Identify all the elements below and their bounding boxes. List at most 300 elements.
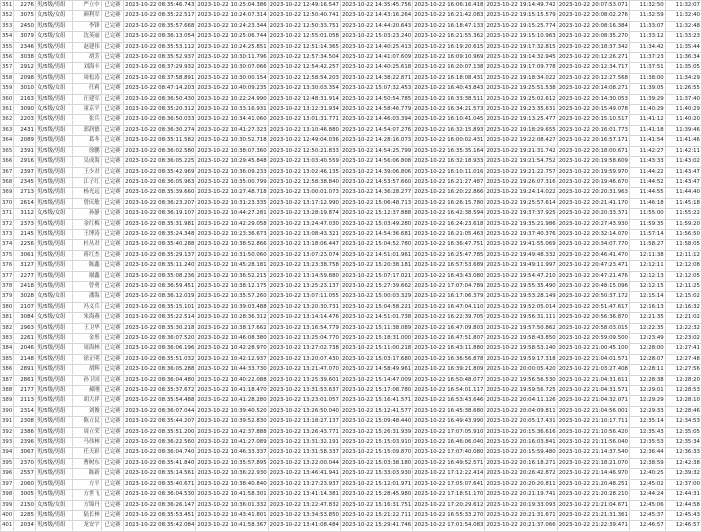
checkpoint-2-time-cell[interactable]: 2023-10-22 12:54:42.257 xyxy=(268,63,340,73)
net-time-cell[interactable]: 12:21:02 xyxy=(665,313,701,323)
row-number-cell[interactable]: 382 xyxy=(1,323,14,333)
row-number-cell[interactable]: 387 xyxy=(1,375,14,385)
checkpoint-3-time-cell[interactable]: 2023-10-22 15:27:39.662 xyxy=(340,281,412,291)
checkpoint-1-time-cell[interactable]: 2023-10-22 10:41:28.280 xyxy=(196,396,268,406)
start-time-cell[interactable]: 2023-10-22 08:35:30.218 xyxy=(124,323,196,333)
row-number-cell[interactable]: 372 xyxy=(1,219,14,229)
start-time-cell[interactable]: 2023-10-22 08:35:22.517 xyxy=(124,11,196,21)
row-number-cell[interactable]: 352 xyxy=(1,11,14,21)
row-number-cell[interactable]: 360 xyxy=(1,94,14,104)
row-number-cell[interactable]: 389 xyxy=(1,396,14,406)
row-number-cell[interactable]: 374 xyxy=(1,240,14,250)
category-cell[interactable]: 男/5级/男组 xyxy=(35,354,72,364)
gun-time-cell[interactable]: 12:35:43 xyxy=(630,427,666,437)
start-time-cell[interactable]: 2023-10-22 08:36:13.054 xyxy=(124,32,196,42)
checkpoint-4-time-cell[interactable]: 2023-10-22 17:18:51.170 xyxy=(413,490,485,500)
checkpoint-4-time-cell[interactable]: 2023-10-22 16:43:43.080 xyxy=(413,271,485,281)
row-number-cell[interactable]: 367 xyxy=(1,167,14,177)
checkpoint-4-time-cell[interactable]: 2023-10-22 16:09:10.969 xyxy=(413,53,485,63)
net-time-cell[interactable]: 11:33:23 xyxy=(665,32,701,42)
checkpoint-5-time-cell[interactable]: 2023-10-22 19:18:34.022 xyxy=(485,73,557,83)
category-cell[interactable]: 男/5级/男组 xyxy=(35,188,72,198)
start-time-cell[interactable]: 2023-10-22 08:35:24.348 xyxy=(124,229,196,239)
bib-number-cell[interactable]: 2107 xyxy=(14,302,36,312)
checkpoint-4-time-cell[interactable]: 2023-10-22 16:24:23.618 xyxy=(413,219,485,229)
name-cell[interactable]: 徐鹏 xyxy=(72,146,101,156)
checkpoint-2-time-cell[interactable]: 2023-10-22 13:25:04.770 xyxy=(268,334,340,344)
bib-number-cell[interactable]: 3010 xyxy=(14,84,36,94)
status-cell[interactable]: 已完赛 xyxy=(101,198,123,208)
bib-number-cell[interactable]: 2150 xyxy=(14,500,36,510)
row-number-cell[interactable]: 365 xyxy=(1,146,14,156)
checkpoint-4-time-cell[interactable]: 2023-10-22 17:12:22.414 xyxy=(413,469,485,479)
start-time-cell[interactable]: 2023-10-22 08:35:29.137 xyxy=(124,250,196,260)
bib-number-cell[interactable]: 2916 xyxy=(14,157,36,167)
category-cell[interactable]: 男/5级/男组 xyxy=(35,136,72,146)
bib-number-cell[interactable]: 2861 xyxy=(14,375,36,385)
checkpoint-5-time-cell[interactable]: 2023-10-22 20:21:37.066 xyxy=(485,521,557,531)
checkpoint-5-time-cell[interactable]: 2023-10-22 19:25:51.538 xyxy=(485,84,557,94)
checkpoint-5-time-cell[interactable]: 2023-10-22 19:59:17.318 xyxy=(485,354,557,364)
net-time-cell[interactable]: 11:45:18 xyxy=(665,198,701,208)
bib-number-cell[interactable]: 2285 xyxy=(14,510,36,520)
status-cell[interactable]: 已完赛 xyxy=(101,458,123,468)
checkpoint-4-time-cell[interactable]: 2023-10-22 17:07:04.789 xyxy=(413,281,485,291)
checkpoint-2-time-cell[interactable]: 2023-10-22 13:16:54.779 xyxy=(268,323,340,333)
checkpoint-2-time-cell[interactable]: 2023-10-22 13:30:03.354 xyxy=(268,84,340,94)
status-cell[interactable]: 已完赛 xyxy=(101,438,123,448)
row-number-cell[interactable]: 395 xyxy=(1,458,14,468)
gun-time-cell[interactable]: 12:29:33 xyxy=(630,406,666,416)
checkpoint-3-time-cell[interactable]: 2023-10-22 15:03:23.240 xyxy=(340,32,412,42)
checkpoint-3-time-cell[interactable]: 2023-10-22 14:40:25.618 xyxy=(340,63,412,73)
net-time-cell[interactable]: 11:32:40 xyxy=(665,11,701,21)
name-cell[interactable]: 谢鑫 xyxy=(72,271,101,281)
checkpoint-3-time-cell[interactable]: 2023-10-22 15:09:48.440 xyxy=(340,417,412,427)
checkpoint-2-time-cell[interactable]: 2023-10-22 13:22:00.044 xyxy=(268,458,340,468)
gun-time-cell[interactable]: 11:40:29 xyxy=(630,105,666,115)
checkpoint-4-time-cell[interactable]: 2023-10-22 17:20:29.612 xyxy=(413,500,485,510)
checkpoint-3-time-cell[interactable]: 2023-10-22 14:38:22.871 xyxy=(340,73,412,83)
category-cell[interactable]: 女/5级/女组 xyxy=(35,292,72,302)
start-time-cell[interactable]: 2023-10-22 08:36:05.963 xyxy=(124,177,196,187)
name-cell[interactable]: 江子红 xyxy=(72,177,101,187)
checkpoint-1-time-cell[interactable]: 2023-10-22 10:24:23.344 xyxy=(196,21,268,31)
gun-time-cell[interactable]: 12:12:13 xyxy=(630,271,666,281)
category-cell[interactable]: 女/5级/女组 xyxy=(35,11,72,21)
checkpoint-2-time-cell[interactable]: 2023-10-22 13:41:08.484 xyxy=(268,521,340,531)
bib-number-cell[interactable]: 2308 xyxy=(14,417,36,427)
bib-number-cell[interactable]: 2370 xyxy=(14,458,36,468)
checkpoint-5-time-cell[interactable]: 2023-10-22 19:56:31.111 xyxy=(485,313,557,323)
checkpoint-3-time-cell[interactable]: 2023-10-22 14:58:46.779 xyxy=(340,105,412,115)
checkpoint-4-time-cell[interactable]: 2023-10-22 16:17:06.379 xyxy=(413,292,485,302)
row-number-cell[interactable]: 394 xyxy=(1,448,14,458)
gun-time-cell[interactable]: 11:41:18 xyxy=(630,125,666,135)
net-time-cell[interactable]: 12:45:43 xyxy=(665,510,701,520)
start-time-cell[interactable]: 2023-10-22 08:36:30.274 xyxy=(124,125,196,135)
start-time-cell[interactable]: 2023-10-22 08:35:22.514 xyxy=(124,313,196,323)
checkpoint-2-time-cell[interactable]: 2023-10-22 13:23:38.758 xyxy=(268,261,340,271)
row-number-cell[interactable]: 401 xyxy=(1,521,14,531)
row-number-cell[interactable]: 366 xyxy=(1,157,14,167)
row-number-cell[interactable]: 370 xyxy=(1,198,14,208)
gun-time-cell[interactable]: 11:41:54 xyxy=(630,136,666,146)
checkpoint-2-time-cell[interactable]: 2023-10-22 13:23:01.057 xyxy=(268,396,340,406)
checkpoint-1-time-cell[interactable]: 2023-10-22 10:42:29.058 xyxy=(196,219,268,229)
name-cell[interactable]: 葛冬 xyxy=(72,136,101,146)
net-time-cell[interactable]: 11:42:11 xyxy=(665,146,701,156)
checkpoint-4-time-cell[interactable]: 2023-10-22 17:07:05.910 xyxy=(413,427,485,437)
checkpoint-4-time-cell[interactable]: 2023-10-22 16:35:35.164 xyxy=(413,146,485,156)
start-time-cell[interactable]: 2023-10-22 08:47:14.203 xyxy=(124,84,196,94)
bib-number-cell[interactable]: 3127 xyxy=(14,261,36,271)
checkpoint-5-time-cell[interactable]: 2023-10-22 19:14:49.742 xyxy=(485,1,557,11)
name-cell[interactable]: 严立中 xyxy=(72,1,101,11)
name-cell[interactable]: 潘海 xyxy=(72,292,101,302)
name-cell[interactable]: 王博涛 xyxy=(72,229,101,239)
name-cell[interactable]: 任天彩 xyxy=(72,448,101,458)
category-cell[interactable]: 女/5级/女组 xyxy=(35,105,72,115)
checkpoint-5-time-cell[interactable]: 2023-10-22 19:58:43.850 xyxy=(485,334,557,344)
name-cell[interactable]: 童京平 xyxy=(72,105,101,115)
net-time-cell[interactable]: 11:43:47 xyxy=(665,167,701,177)
name-cell[interactable]: 曹树东 xyxy=(72,458,101,468)
row-number-cell[interactable]: 386 xyxy=(1,365,14,375)
category-cell[interactable]: 男/5级/男组 xyxy=(35,177,72,187)
checkpoint-1-time-cell[interactable]: 2023-10-22 10:31:50.060 xyxy=(196,250,268,260)
category-cell[interactable]: 男/5级/男组 xyxy=(35,406,72,416)
checkpoint-3-time-cell[interactable]: 2023-10-22 14:39:06.806 xyxy=(340,167,412,177)
checkpoint-1-time-cell[interactable]: 2023-10-22 10:39:40.520 xyxy=(196,406,268,416)
checkpoint-5-time-cell[interactable]: 2023-10-22 20:04:09.811 xyxy=(485,406,557,416)
name-cell[interactable]: 金彤 xyxy=(72,334,101,344)
checkpoint-3-time-cell[interactable]: 2023-10-22 15:12:01.971 xyxy=(340,479,412,489)
checkpoint-4-time-cell[interactable]: 2023-10-22 16:33:38.511 xyxy=(413,94,485,104)
checkpoint-1-time-cell[interactable]: 2023-10-22 10:38:17.662 xyxy=(196,323,268,333)
gun-time-cell[interactable]: 11:34:42 xyxy=(630,42,666,52)
checkpoint-2-time-cell[interactable]: 2023-10-22 12:58:38.840 xyxy=(268,177,340,187)
checkpoint-2-time-cell[interactable]: 2023-10-22 13:00:01.073 xyxy=(268,188,340,198)
checkpoint-4-time-cell[interactable]: 2023-10-22 16:45:38.680 xyxy=(413,406,485,416)
finish-time-cell[interactable]: 2023-10-22 20:27:43.930 xyxy=(557,219,629,229)
category-cell[interactable]: 男/5级/男组 xyxy=(35,344,72,354)
gun-time-cell[interactable]: 12:44:24 xyxy=(630,490,666,500)
gun-time-cell[interactable]: 11:41:12 xyxy=(630,115,666,125)
checkpoint-4-time-cell[interactable]: 2023-10-22 16:21:05.463 xyxy=(413,229,485,239)
gun-time-cell[interactable]: 11:42:27 xyxy=(630,146,666,156)
checkpoint-5-time-cell[interactable]: 2023-10-22 20:20:20.811 xyxy=(485,479,557,489)
gun-time-cell[interactable]: 11:46:18 xyxy=(630,198,666,208)
status-cell[interactable]: 已完赛 xyxy=(101,105,123,115)
checkpoint-1-time-cell[interactable]: 2023-10-22 10:42:37.888 xyxy=(196,427,268,437)
name-cell[interactable]: 曾庆敏 xyxy=(72,198,101,208)
status-cell[interactable]: 已完赛 xyxy=(101,375,123,385)
net-time-cell[interactable]: 11:58:05 xyxy=(665,240,701,250)
gun-time-cell[interactable]: 12:40:25 xyxy=(630,469,666,479)
finish-time-cell[interactable]: 2023-10-22 21:11:56.040 xyxy=(557,438,629,448)
checkpoint-5-time-cell[interactable]: 2023-10-22 20:15:36.616 xyxy=(485,427,557,437)
row-number-cell[interactable]: 377 xyxy=(1,271,14,281)
checkpoint-1-time-cell[interactable]: 2023-10-22 10:30:00.154 xyxy=(196,73,268,83)
row-number-cell[interactable]: 379 xyxy=(1,292,14,302)
checkpoint-5-time-cell[interactable]: 2023-10-22 19:53:28.149 xyxy=(485,292,557,302)
net-time-cell[interactable]: 12:42:38 xyxy=(665,458,701,468)
category-cell[interactable]: 女/5级/女组 xyxy=(35,209,72,219)
checkpoint-4-time-cell[interactable]: 2023-10-22 16:32:15.893 xyxy=(413,125,485,135)
finish-time-cell[interactable]: 2023-10-22 21:04:56.001 xyxy=(557,406,629,416)
status-cell[interactable]: 已完赛 xyxy=(101,209,123,219)
checkpoint-2-time-cell[interactable]: 2023-10-22 13:31:58.337 xyxy=(268,448,340,458)
category-cell[interactable]: 男/5级/男组 xyxy=(35,479,72,489)
finish-time-cell[interactable]: 2023-10-22 21:10:17.711 xyxy=(557,417,629,427)
row-number-cell[interactable]: 371 xyxy=(1,209,14,219)
status-cell[interactable]: 已完赛 xyxy=(101,63,123,73)
checkpoint-1-time-cell[interactable]: 2023-10-22 10:38:12.175 xyxy=(196,281,268,291)
bib-number-cell[interactable]: 3112 xyxy=(14,209,36,219)
checkpoint-3-time-cell[interactable]: 2023-10-22 15:12:37.888 xyxy=(340,209,412,219)
finish-time-cell[interactable]: 2023-10-22 20:56:36.870 xyxy=(557,313,629,323)
checkpoint-2-time-cell[interactable]: 2023-10-22 13:01:31.771 xyxy=(268,115,340,125)
checkpoint-5-time-cell[interactable]: 2023-10-22 19:55:35.490 xyxy=(485,281,557,291)
category-cell[interactable]: 男/5级/男组 xyxy=(35,63,72,73)
checkpoint-2-time-cell[interactable]: 2023-10-22 12:50:21.833 xyxy=(268,146,340,156)
checkpoint-2-time-cell[interactable]: 2023-10-22 13:08:43.321 xyxy=(268,229,340,239)
finish-time-cell[interactable]: 2023-10-22 21:03:27.408 xyxy=(557,365,629,375)
checkpoint-2-time-cell[interactable]: 2023-10-22 13:34:53.850 xyxy=(268,510,340,520)
gun-time-cell[interactable]: 12:28:07 xyxy=(630,354,666,364)
category-cell[interactable]: 男/5级/男组 xyxy=(35,240,72,250)
checkpoint-2-time-cell[interactable]: 2023-10-22 13:24:47.030 xyxy=(268,219,340,229)
checkpoint-1-time-cell[interactable]: 2023-10-22 10:38:07.360 xyxy=(196,146,268,156)
start-time-cell[interactable]: 2023-10-22 08:35:57.668 xyxy=(124,21,196,31)
status-cell[interactable]: 已完赛 xyxy=(101,136,123,146)
checkpoint-2-time-cell[interactable]: 2023-10-22 13:26:50.040 xyxy=(268,406,340,416)
net-time-cell[interactable]: 11:26:55 xyxy=(665,84,701,94)
net-time-cell[interactable]: 11:32:48 xyxy=(665,21,701,31)
start-time-cell[interactable]: 2023-10-22 08:35:42.969 xyxy=(124,167,196,177)
row-number-cell[interactable]: 385 xyxy=(1,354,14,364)
category-cell[interactable]: 男/5级/男组 xyxy=(35,146,72,156)
finish-time-cell[interactable]: 2023-10-22 20:18:37.342 xyxy=(557,42,629,52)
finish-time-cell[interactable]: 2023-10-22 21:21:31.361 xyxy=(557,510,629,520)
checkpoint-2-time-cell[interactable]: 2023-10-22 13:03:40.559 xyxy=(268,157,340,167)
checkpoint-3-time-cell[interactable]: 2023-10-22 15:04:58.221 xyxy=(340,302,412,312)
gun-time-cell[interactable]: 12:22:35 xyxy=(630,323,666,333)
checkpoint-4-time-cell[interactable]: 2023-10-22 16:47:09.803 xyxy=(413,323,485,333)
checkpoint-3-time-cell[interactable]: 2023-10-22 15:15:03.910 xyxy=(340,438,412,448)
category-cell[interactable]: 男/5级/男组 xyxy=(35,73,72,83)
status-cell[interactable]: 已完赛 xyxy=(101,157,123,167)
category-cell[interactable]: 男/5级/男组 xyxy=(35,229,72,239)
net-time-cell[interactable]: 12:37:00 xyxy=(665,479,701,489)
category-cell[interactable]: 女/5级/女组 xyxy=(35,84,72,94)
name-cell[interactable]: 方平 xyxy=(72,479,101,489)
gun-time-cell[interactable]: 12:35:14 xyxy=(630,417,666,427)
name-cell[interactable]: 沈英丽 xyxy=(72,32,101,42)
name-cell[interactable]: 杜丛君 xyxy=(72,240,101,250)
name-cell[interactable]: 颜利军 xyxy=(72,11,101,21)
checkpoint-1-time-cell[interactable]: 2023-10-22 10:41:18.470 xyxy=(196,386,268,396)
checkpoint-1-time-cell[interactable]: 2023-10-22 10:38:52.866 xyxy=(196,240,268,250)
net-time-cell[interactable]: 12:12:08 xyxy=(665,261,701,271)
checkpoint-1-time-cell[interactable]: 2023-10-22 10:46:33.337 xyxy=(196,448,268,458)
start-time-cell[interactable]: 2023-10-22 08:35:31.981 xyxy=(124,219,196,229)
category-cell[interactable]: 男/5级/男组 xyxy=(35,250,72,260)
checkpoint-4-time-cell[interactable]: 2023-10-22 16:19:20.615 xyxy=(413,42,485,52)
bib-number-cell[interactable]: 2276 xyxy=(14,1,36,11)
checkpoint-5-time-cell[interactable]: 2023-10-22 20:16:03.841 xyxy=(485,438,557,448)
status-cell[interactable]: 已完赛 xyxy=(101,281,123,291)
finish-time-cell[interactable]: 2023-10-22 21:20:28.210 xyxy=(557,490,629,500)
checkpoint-5-time-cell[interactable]: 2023-10-22 19:25:02.612 xyxy=(485,94,557,104)
net-time-cell[interactable]: 12:36:33 xyxy=(665,448,701,458)
finish-time-cell[interactable]: 2023-10-22 20:19:59.970 xyxy=(557,167,629,177)
net-time-cell[interactable]: 12:28:46 xyxy=(665,406,701,416)
checkpoint-4-time-cell[interactable]: 2023-10-22 16:50:48.077 xyxy=(413,375,485,385)
checkpoint-5-time-cell[interactable]: 2023-10-22 20:26:42.872 xyxy=(485,469,557,479)
row-number-cell[interactable]: 398 xyxy=(1,490,14,500)
bib-number-cell[interactable]: 3079 xyxy=(14,32,36,42)
gun-time-cell[interactable]: 11:55:00 xyxy=(630,209,666,219)
start-time-cell[interactable]: 2023-10-22 08:36:06.196 xyxy=(124,344,196,354)
row-number-cell[interactable]: 364 xyxy=(1,136,14,146)
row-number-cell[interactable]: 355 xyxy=(1,42,14,52)
checkpoint-1-time-cell[interactable]: 2023-10-22 10:30:11.796 xyxy=(196,53,268,63)
name-cell[interactable]: 赵建伟 xyxy=(72,42,101,52)
checkpoint-1-time-cell[interactable]: 2023-10-22 10:31:23.335 xyxy=(196,198,268,208)
bib-number-cell[interactable]: 2148 xyxy=(14,354,36,364)
net-time-cell[interactable]: 12:12:05 xyxy=(665,271,701,281)
bib-number-cell[interactable]: 2345 xyxy=(14,177,36,187)
start-time-cell[interactable]: 2023-10-22 08:35:44.207 xyxy=(124,417,196,427)
category-cell[interactable]: 男/5级/男组 xyxy=(35,427,72,437)
bib-number-cell[interactable]: 2203 xyxy=(14,115,36,125)
start-time-cell[interactable]: 2023-10-22 08:35:53.451 xyxy=(124,510,196,520)
row-number-cell[interactable]: 392 xyxy=(1,427,14,437)
finish-time-cell[interactable]: 2023-10-22 20:46:41.470 xyxy=(557,250,629,260)
checkpoint-5-time-cell[interactable]: 2023-10-22 19:17:09.778 xyxy=(485,63,557,73)
bib-number-cell[interactable]: 2046 xyxy=(14,344,36,354)
checkpoint-4-time-cell[interactable]: 2023-10-22 16:42:38.594 xyxy=(413,209,485,219)
checkpoint-3-time-cell[interactable]: 2023-10-22 15:28:45.980 xyxy=(340,490,412,500)
bib-number-cell[interactable]: 2963 xyxy=(14,323,36,333)
net-time-cell[interactable]: 12:28:53 xyxy=(665,386,701,396)
gun-time-cell[interactable]: 12:28:11 xyxy=(630,365,666,375)
checkpoint-5-time-cell[interactable]: 2023-10-22 19:15:25.774 xyxy=(485,21,557,31)
checkpoint-2-time-cell[interactable]: 2023-10-22 12:48:31.914 xyxy=(268,94,340,104)
checkpoint-2-time-cell[interactable]: 2023-10-22 12:55:01.058 xyxy=(268,32,340,42)
checkpoint-5-time-cell[interactable]: 2023-10-22 19:49:11.997 xyxy=(485,261,557,271)
checkpoint-3-time-cell[interactable]: 2023-10-22 15:06:48.713 xyxy=(340,198,412,208)
status-cell[interactable]: 已完赛 xyxy=(101,84,123,94)
checkpoint-3-time-cell[interactable]: 2023-10-22 14:54:07.276 xyxy=(340,125,412,135)
category-cell[interactable]: 女/5级/女组 xyxy=(35,313,72,323)
checkpoint-1-time-cell[interactable]: 2023-10-22 10:27:48.718 xyxy=(196,188,268,198)
name-cell[interactable]: 胡辉 xyxy=(72,365,101,375)
finish-time-cell[interactable]: 2023-10-22 20:19:58.609 xyxy=(557,157,629,167)
checkpoint-4-time-cell[interactable]: 2023-10-22 16:10:11.016 xyxy=(413,167,485,177)
start-time-cell[interactable]: 2023-10-22 08:35:53.112 xyxy=(124,42,196,52)
name-cell[interactable]: 刘俊 xyxy=(72,406,101,416)
finish-time-cell[interactable]: 2023-10-22 21:20:48.251 xyxy=(557,479,629,489)
start-time-cell[interactable]: 2023-10-22 08:35:40.288 xyxy=(124,240,196,250)
category-cell[interactable]: 男/5级/男组 xyxy=(35,125,72,135)
category-cell[interactable]: 男/5级/男组 xyxy=(35,281,72,291)
checkpoint-3-time-cell[interactable]: 2023-10-22 15:18:31.000 xyxy=(340,334,412,344)
category-cell[interactable]: 男/5级/男组 xyxy=(35,417,72,427)
category-cell[interactable]: 男/5级/男组 xyxy=(35,396,72,406)
start-time-cell[interactable]: 2023-10-22 08:35:15.101 xyxy=(124,302,196,312)
checkpoint-4-time-cell[interactable]: 2023-10-22 16:21:27.487 xyxy=(413,177,485,187)
finish-time-cell[interactable]: 2023-10-22 20:08:16.384 xyxy=(557,21,629,31)
finish-time-cell[interactable]: 2023-10-22 20:21:41.170 xyxy=(557,198,629,208)
checkpoint-3-time-cell[interactable]: 2023-10-22 15:07:32.453 xyxy=(340,84,412,94)
finish-time-cell[interactable]: 2023-10-22 21:10:56.420 xyxy=(557,427,629,437)
status-cell[interactable]: 已完赛 xyxy=(101,354,123,364)
checkpoint-5-time-cell[interactable]: 2023-10-22 19:15:10.963 xyxy=(485,32,557,42)
finish-time-cell[interactable]: 2023-10-22 20:48:15.096 xyxy=(557,281,629,291)
category-cell[interactable]: 男/5级/男组 xyxy=(35,261,72,271)
finish-time-cell[interactable]: 2023-10-22 20:47:23.471 xyxy=(557,261,629,271)
finish-time-cell[interactable]: 2023-10-22 20:08:02.276 xyxy=(557,11,629,21)
bib-number-cell[interactable]: 3061 xyxy=(14,250,36,260)
checkpoint-4-time-cell[interactable]: 2023-10-22 16:25:47.785 xyxy=(413,250,485,260)
gun-time-cell[interactable]: 12:36:44 xyxy=(630,448,666,458)
gun-time-cell[interactable]: 12:28:38 xyxy=(630,375,666,385)
checkpoint-1-time-cell[interactable]: 2023-10-22 10:40:22.088 xyxy=(196,375,268,385)
row-number-cell[interactable]: 383 xyxy=(1,334,14,344)
bib-number-cell[interactable]: 2034 xyxy=(14,521,36,531)
start-time-cell[interactable]: 2023-10-22 08:35:37.672 xyxy=(124,386,196,396)
gun-time-cell[interactable]: 12:15:14 xyxy=(630,292,666,302)
category-cell[interactable]: 男/5级/男组 xyxy=(35,157,72,167)
category-cell[interactable]: 男/5级/男组 xyxy=(35,167,72,177)
checkpoint-5-time-cell[interactable]: 2023-10-22 19:25:57.614 xyxy=(485,198,557,208)
start-time-cell[interactable]: 2023-10-22 08:35:41.840 xyxy=(124,458,196,468)
gun-time-cell[interactable]: 12:45:02 xyxy=(630,479,666,489)
start-time-cell[interactable]: 2023-10-22 08:35:08.236 xyxy=(124,271,196,281)
status-cell[interactable]: 已完赛 xyxy=(101,125,123,135)
checkpoint-2-time-cell[interactable]: 2023-10-22 13:31:53.637 xyxy=(268,386,340,396)
checkpoint-3-time-cell[interactable]: 2023-10-22 14:50:54.785 xyxy=(340,94,412,104)
finish-time-cell[interactable]: 2023-10-22 20:20:33.371 xyxy=(557,209,629,219)
start-time-cell[interactable]: 2023-10-22 08:36:05.288 xyxy=(124,365,196,375)
category-cell[interactable]: 男/5级/男组 xyxy=(35,510,72,520)
row-number-cell[interactable]: 376 xyxy=(1,261,14,271)
status-cell[interactable]: 已完赛 xyxy=(101,188,123,198)
checkpoint-3-time-cell[interactable]: 2023-10-22 15:33:03.930 xyxy=(340,469,412,479)
checkpoint-1-time-cell[interactable]: 2023-10-22 10:40:09.235 xyxy=(196,84,268,94)
bib-number-cell[interactable]: 2346 xyxy=(14,42,36,52)
checkpoint-3-time-cell[interactable]: 2023-10-22 15:26:31.939 xyxy=(340,427,412,437)
name-cell[interactable]: 蒋红杰 xyxy=(72,250,101,260)
bib-number-cell[interactable]: 2614 xyxy=(14,198,36,208)
net-time-cell[interactable]: 12:34:53 xyxy=(665,417,701,427)
checkpoint-2-time-cell[interactable]: 2023-10-22 12:58:54.203 xyxy=(268,73,340,83)
bib-number-cell[interactable]: 2912 xyxy=(14,63,36,73)
checkpoint-4-time-cell[interactable]: 2023-10-22 16:49:52.571 xyxy=(413,458,485,468)
bib-number-cell[interactable]: 2713 xyxy=(14,188,36,198)
net-time-cell[interactable]: 12:23:02 xyxy=(665,334,701,344)
checkpoint-3-time-cell[interactable]: 2023-10-22 14:36:28.277 xyxy=(340,188,412,198)
status-cell[interactable]: 已完赛 xyxy=(101,271,123,281)
category-cell[interactable]: 男/5级/男组 xyxy=(35,365,72,375)
checkpoint-2-time-cell[interactable]: 2023-10-22 13:21:47.070 xyxy=(268,365,340,375)
checkpoint-5-time-cell[interactable]: 2023-10-22 19:37:40.376 xyxy=(485,229,557,239)
status-cell[interactable]: 已完赛 xyxy=(101,406,123,416)
category-cell[interactable]: 男/5级/男组 xyxy=(35,375,72,385)
